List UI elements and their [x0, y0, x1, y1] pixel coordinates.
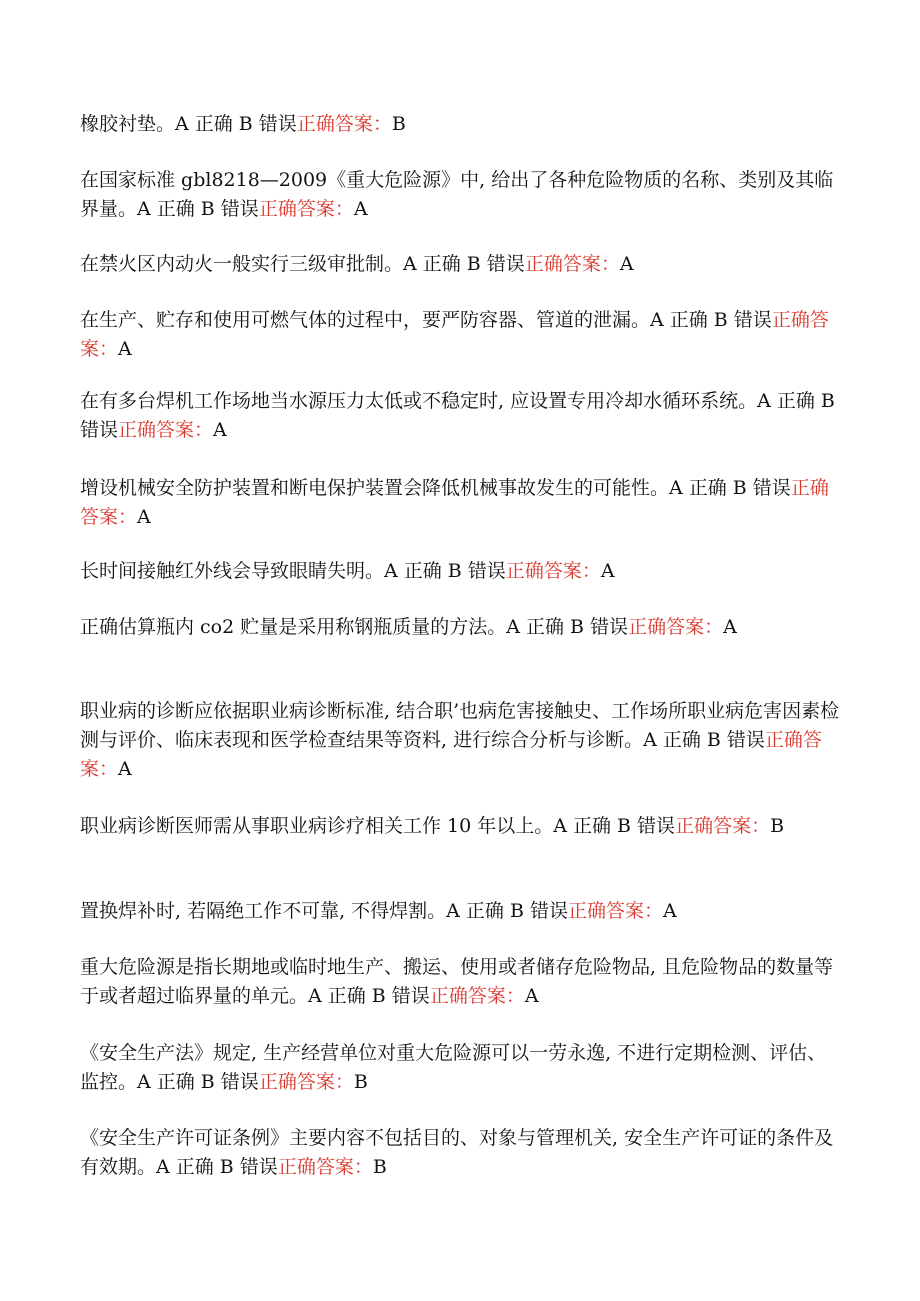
- question-text: 职业病的诊断应依据职业病诊断标准, 结合职’也病危害接触史、工作场所职业病危害因素检测与评价、临床表现和医学检查结果等资料, 进行综合分析与诊断。A 正确 B 错误: [80, 700, 840, 751]
- question-text: 在国家标准 gbl8218—2009《重大危险源》中, 给出了各种危险物质的名称、类别及其临界量。A 正确 B 错误: [80, 169, 834, 220]
- question-item: [80, 166, 842, 224]
- answer-label: 正确答案：: [429, 985, 525, 1007]
- answer-label: 正确答案：: [296, 113, 392, 135]
- question-text: 橡胶衬垫。A 正确 B 错误: [80, 113, 297, 135]
- question-item: [80, 953, 842, 1011]
- question-text: 正确估算瓶内 co2 贮量是采用称钢瓶质量的方法。A 正确 B 错误: [80, 616, 629, 638]
- answer-value: A: [118, 758, 132, 780]
- answer-label: 正确答案：: [505, 560, 601, 582]
- question-text: 《安全生产法》规定, 生产经营单位对重大危险源可以一劳永逸, 不进行定期检测、评估、监控。A 正确 B 错误: [80, 1042, 827, 1093]
- answer-label: 正确答案：: [118, 419, 214, 441]
- answer-label: 正确答案：: [80, 309, 829, 360]
- answer-value: B: [391, 113, 406, 135]
- answer-label: 正确答案：: [80, 729, 822, 780]
- question-item: [80, 812, 842, 841]
- question-item: [80, 387, 842, 445]
- answer-label: 正确答案：: [675, 815, 771, 837]
- question-item: [80, 1039, 842, 1097]
- answer-value: A: [619, 253, 634, 275]
- answer-label: 正确答案：: [80, 477, 829, 528]
- question-item: [80, 557, 842, 586]
- answer-value: A: [600, 560, 615, 582]
- question-text: 增设机械安全防护装置和断电保护装置会降低机械事故发生的可能性。A 正确 B 错误: [80, 477, 791, 499]
- answer-value: A: [723, 616, 737, 638]
- answer-value: A: [213, 419, 227, 441]
- question-text: 置换焊补时, 若隔绝工作不可靠, 不得焊割。A 正确 B 错误: [80, 900, 568, 922]
- answer-value: A: [118, 338, 132, 360]
- answer-value: A: [353, 198, 368, 220]
- answer-label: 正确答案：: [258, 198, 354, 220]
- question-item: [80, 897, 842, 926]
- answer-value: B: [770, 815, 785, 837]
- question-item: [80, 697, 842, 784]
- question-item: [80, 474, 842, 532]
- question-item: [80, 250, 842, 279]
- question-item: [80, 613, 842, 642]
- answer-value: A: [137, 506, 151, 528]
- question-item: [80, 1124, 842, 1182]
- question-text: 在有多台焊机工作场地当水源压力太低或不稳定时, 应设置专用冷却水循环系统。A 正确 B 错误: [80, 390, 835, 441]
- answer-value: B: [353, 1071, 368, 1093]
- question-text: 职业病诊断医师需从事职业病诊疗相关工作 10 年以上。A 正确 B 错误: [80, 815, 676, 837]
- question-text: 在禁火区内动火一般实行三级审批制。A 正确 B 错误: [80, 253, 525, 275]
- question-text: 《安全生产许可证条例》主要内容不包括目的、对象与管理机关, 安全生产许可证的条件及有效期。A 正确 B 错误: [80, 1127, 834, 1178]
- question-item: [80, 110, 842, 139]
- question-text: 在生产、贮存和使用可燃气体的过程中，要严防容器、管道的泄漏。A 正确 B 错误: [80, 309, 772, 331]
- answer-label: 正确答案：: [524, 253, 620, 275]
- answer-value: A: [524, 985, 539, 1007]
- question-text: 重大危险源是指长期地或临时地生产、搬运、使用或者储存危险物品, 且危险物品的数量等于或者超过临界量的单元。A 正确 B 错误: [80, 956, 834, 1007]
- answer-label: 正确答案：: [277, 1156, 373, 1178]
- answer-label: 正确答案：: [628, 616, 724, 638]
- answer-label: 正确答案：: [258, 1071, 354, 1093]
- answer-value: B: [372, 1156, 387, 1178]
- question-item: [80, 306, 842, 364]
- answer-value: A: [662, 900, 677, 922]
- question-text: 长时间接触红外线会导致眼睛失明。A 正确 B 错误: [80, 560, 506, 582]
- answer-label: 正确答案：: [567, 900, 663, 922]
